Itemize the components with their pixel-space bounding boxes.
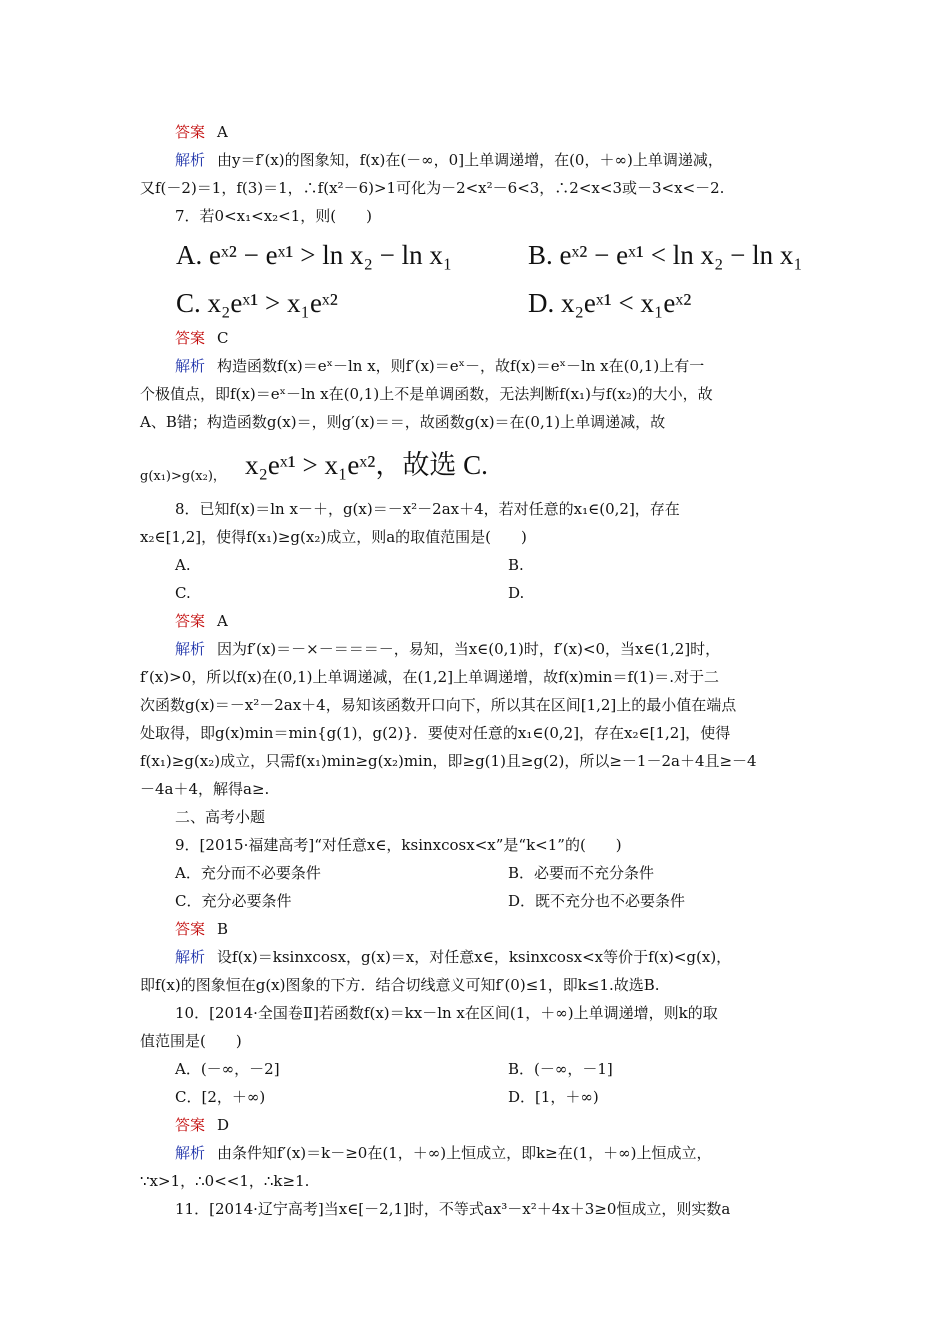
answer-line xyxy=(175,1114,820,1136)
answer-value: C xyxy=(217,329,229,347)
explanation-label: 解析 xyxy=(175,640,206,658)
explanation-label: 解析 xyxy=(175,948,206,966)
question-stem: 10．[2014·全国卷Ⅱ]若函数f(x)＝kx－ln x在区间(1，＋∞)上单调递增，则k的取 xyxy=(175,1004,718,1022)
explanation-line xyxy=(175,946,820,968)
option-b: B. xyxy=(508,556,524,574)
answer-label: 答案 xyxy=(175,1116,206,1134)
answer-label: 答案 xyxy=(175,123,206,141)
explanation-text: 处取得，即g(x)min＝min{g(1)，g(2)}．要使对任意的x₁∈(0,2]，存在x₂∈[1,2]，使得 xyxy=(140,724,731,742)
answer-label: 答案 xyxy=(175,612,206,630)
explanation-text: 构造函数f(x)＝eˣ－ln x，则f′(x)＝eˣ－，故f(x)＝eˣ－ln x在(0,1)上有一 xyxy=(217,357,705,375)
answer-line xyxy=(175,121,820,143)
option-a: A．充分而不必要条件 xyxy=(175,864,321,882)
option-c: C. xyxy=(175,584,191,602)
explanation-line xyxy=(175,149,820,171)
explanation-label: 解析 xyxy=(175,151,206,169)
explanation-label: 解析 xyxy=(175,357,206,375)
answer-line xyxy=(175,610,820,632)
option-b: B. eˣ² − eˣ¹ < ln x₂ − ln x₁ xyxy=(528,240,803,270)
explanation-text: 又f(－2)＝1，f(3)＝1，∴f(x²－6)>1可化为－2<x²－6<3，∴2<x<3或－3<x<－2. xyxy=(140,179,725,197)
question-stem: 9．[2015·福建高考]“对任意x∈，ksinxcosx<x”是“k<1”的( ) xyxy=(175,836,622,854)
option-c: C. x₂eˣ¹ > x₁eˣ² xyxy=(176,288,338,318)
option-c: C．[2，＋∞) xyxy=(175,1088,266,1106)
answer-value: A xyxy=(217,612,228,630)
question-stem: 7．若0<x₁<x₂<1，则( ) xyxy=(175,207,372,225)
option-c: C．充分必要条件 xyxy=(175,892,292,910)
option-b: B．必要而不充分条件 xyxy=(508,864,655,882)
answer-label: 答案 xyxy=(175,329,206,347)
explanation-label: 解析 xyxy=(175,1144,206,1162)
explanation-text: 即f(x)的图象恒在g(x)图象的下方．结合切线意义可知f′(0)≤1，即k≤1.故选B. xyxy=(140,976,660,994)
question-stem: 8．已知f(x)＝ln x－＋，g(x)＝－x²－2ax＋4，若对任意的x₁∈(0,2]，存在 xyxy=(175,500,680,518)
option-a: A. eˣ² − eˣ¹ > ln x₂ − ln x₁ xyxy=(176,240,453,270)
option-d: D. xyxy=(508,584,525,602)
explanation-text: ∵x>1，∴0<<1，∴k≥1. xyxy=(140,1172,310,1190)
option-d: D. x₂eˣ¹ < x₁eˣ² xyxy=(528,288,692,318)
explanation-line xyxy=(175,355,820,377)
explanation-text: 因为f′(x)＝－×－＝＝＝－，易知，当x∈(0,1)时，f′(x)<0，当x∈(1,2]时， xyxy=(217,640,721,658)
question-stem: x₂∈[1,2]，使得f(x₁)≥g(x₂)成立，则a的取值范围是( ) xyxy=(140,528,527,546)
answer-value: A xyxy=(217,123,228,141)
explanation-text: －4a＋4，解得a≥. xyxy=(140,780,270,798)
explanation-text: A、B错；构造函数g(x)＝，则g′(x)＝＝，故函数g(x)＝在(0,1)上单调递减，故 xyxy=(140,413,666,431)
option-b: B．(－∞，－1] xyxy=(508,1060,613,1078)
explanation-text: f(x₁)≥g(x₂)成立，只需f(x₁)min≥g(x₂)min，即≥g(1)且≥g(2)，所以≥－1－2a＋4且≥－4 xyxy=(140,752,757,770)
answer-label: 答案 xyxy=(175,920,206,938)
explanation-text: g(x₁)>g(x₂)， xyxy=(140,469,226,484)
explanation-text: 个极值点，即f(x)＝eˣ－ln x在(0,1)上不是单调函数，无法判断f(x₁)与f(x₂)的大小，故 xyxy=(140,385,713,403)
answer-value: B xyxy=(217,920,229,938)
explanation-text: 设f(x)＝ksinxcosx，g(x)＝x，对任意x∈，ksinxcosx<x等价于f(x)<g(x)， xyxy=(217,948,732,966)
section-heading: 二、高考小题 xyxy=(175,808,266,826)
answer-value: D xyxy=(217,1116,230,1134)
answer-line xyxy=(175,327,820,349)
option-a: A．(－∞，－2] xyxy=(175,1060,280,1078)
answer-line xyxy=(175,918,820,940)
option-d: D．既不充分也不必要条件 xyxy=(508,892,686,910)
option-d: D．[1，＋∞) xyxy=(508,1088,599,1106)
explanation-line xyxy=(175,638,820,660)
conclusion-formula: x₂eˣ¹ > x₁eˣ²，故选 C. xyxy=(245,450,488,480)
explanation-text: 由条件知f′(x)＝k－≥0在(1，＋∞)上恒成立，即k≥在(1，＋∞)上恒成立， xyxy=(217,1144,712,1162)
explanation-line xyxy=(175,1142,820,1164)
question-stem: 值范围是( ) xyxy=(140,1032,242,1050)
option-a: A. xyxy=(175,556,191,574)
explanation-text: f′(x)>0，所以f(x)在(0,1)上单调递减，在(1,2]上单调递增，故f(x)min＝f(1)＝.对于二 xyxy=(140,668,720,686)
explanation-text: 由y＝f′(x)的图象知，f(x)在(－∞，0]上单调递增，在(0，＋∞)上单调递减， xyxy=(217,151,723,169)
question-stem: 11．[2014·辽宁高考]当x∈[－2,1]时，不等式ax³－x²＋4x＋3≥0恒成立，则实数a xyxy=(175,1200,731,1218)
explanation-text: 次函数g(x)＝－x²－2ax＋4，易知该函数开口向下，所以其在区间[1,2]上的最小值在端点 xyxy=(140,696,737,714)
